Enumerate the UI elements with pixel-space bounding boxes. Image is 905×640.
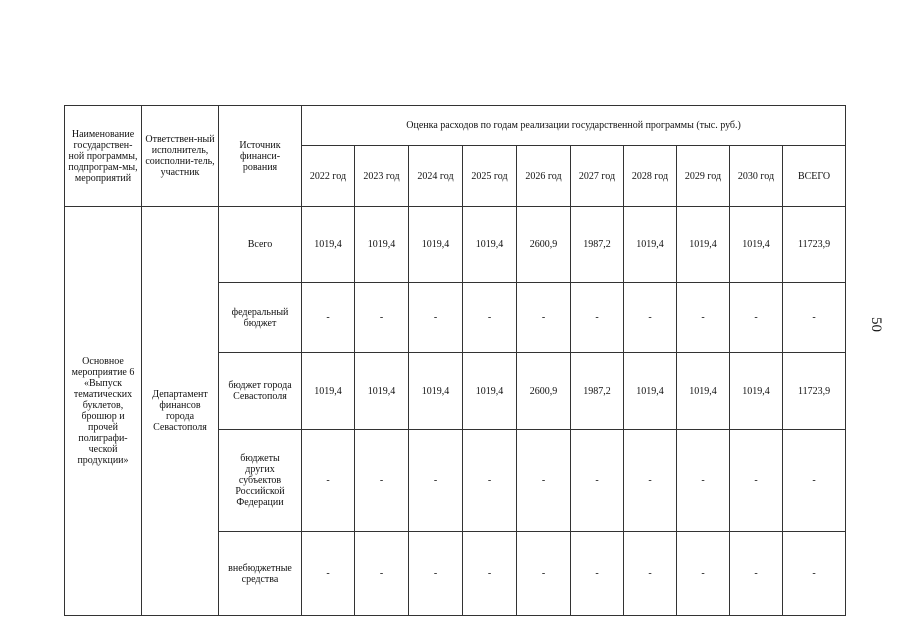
value-cell: - [409,430,463,532]
value-cell: - [409,532,463,616]
value-cell: 1019,4 [624,353,677,430]
value-cell: - [677,430,730,532]
value-cell: - [730,283,783,353]
page-number: 50 [868,317,884,332]
value-cell: 1987,2 [571,207,624,283]
value-cell: - [302,283,355,353]
header-year: 2030 год [730,146,783,207]
value-cell: - [677,283,730,353]
executor-name-cell: Департамент финансов города Севастополя [142,207,219,616]
total-cell: - [783,283,846,353]
value-cell: - [409,283,463,353]
header-executor: Ответствен-ный исполнитель, соисполни-тель, участник [142,106,219,207]
value-cell: - [355,532,409,616]
value-cell: 1019,4 [677,353,730,430]
source-cell: внебюджетные средства [219,532,302,616]
source-cell: бюджеты других субъектов Российской Федерации [219,430,302,532]
value-cell: 1987,2 [571,353,624,430]
total-cell: 11723,9 [783,207,846,283]
value-cell: - [463,532,517,616]
source-cell: Всего [219,207,302,283]
value-cell: 1019,4 [463,353,517,430]
value-cell: - [730,430,783,532]
expenditure-table [64,105,846,616]
value-cell: 1019,4 [409,353,463,430]
value-cell: 1019,4 [409,207,463,283]
value-cell: 1019,4 [302,353,355,430]
header-year: 2027 год [571,146,624,207]
header-estimate: Оценка расходов по годам реализации государственной программы (тыс. руб.) [302,106,846,146]
value-cell: 1019,4 [355,353,409,430]
value-cell: - [571,283,624,353]
value-cell: 1019,4 [302,207,355,283]
total-cell: - [783,430,846,532]
value-cell: - [463,283,517,353]
value-cell: 1019,4 [355,207,409,283]
program-name-cell: Основное мероприятие 6 «Выпуск тематических буклетов, брошюр и прочей полиграфи-ческой продукции» [65,207,142,616]
total-cell: 11723,9 [783,353,846,430]
value-cell: - [355,430,409,532]
header-year: 2023 год [355,146,409,207]
header-year: 2025 год [463,146,517,207]
value-cell: - [302,532,355,616]
value-cell: 1019,4 [730,207,783,283]
value-cell: 2600,9 [517,207,571,283]
value-cell: 1019,4 [624,207,677,283]
value-cell: - [517,430,571,532]
source-cell: бюджет города Севастополя [219,353,302,430]
header-year: 2026 год [517,146,571,207]
value-cell: - [677,532,730,616]
value-cell: - [463,430,517,532]
table-row [65,207,846,283]
value-cell: - [355,283,409,353]
value-cell: - [624,430,677,532]
header-program: Наименование государствен-ной программы, подпрограм-мы, мероприятий [65,106,142,207]
value-cell: 1019,4 [463,207,517,283]
header-total: ВСЕГО [783,146,846,207]
source-cell: федеральный бюджет [219,283,302,353]
header-year: 2028 год [624,146,677,207]
value-cell: - [517,532,571,616]
value-cell: 1019,4 [677,207,730,283]
value-cell: - [571,532,624,616]
value-cell: - [624,283,677,353]
total-cell: - [783,532,846,616]
value-cell: 1019,4 [730,353,783,430]
header-year: 2024 год [409,146,463,207]
value-cell: - [730,532,783,616]
value-cell: - [517,283,571,353]
value-cell: 2600,9 [517,353,571,430]
value-cell: - [302,430,355,532]
header-year: 2022 год [302,146,355,207]
header-row-top [65,106,846,146]
value-cell: - [624,532,677,616]
header-source: Источник финанси-рования [219,106,302,207]
header-year: 2029 год [677,146,730,207]
value-cell: - [571,430,624,532]
